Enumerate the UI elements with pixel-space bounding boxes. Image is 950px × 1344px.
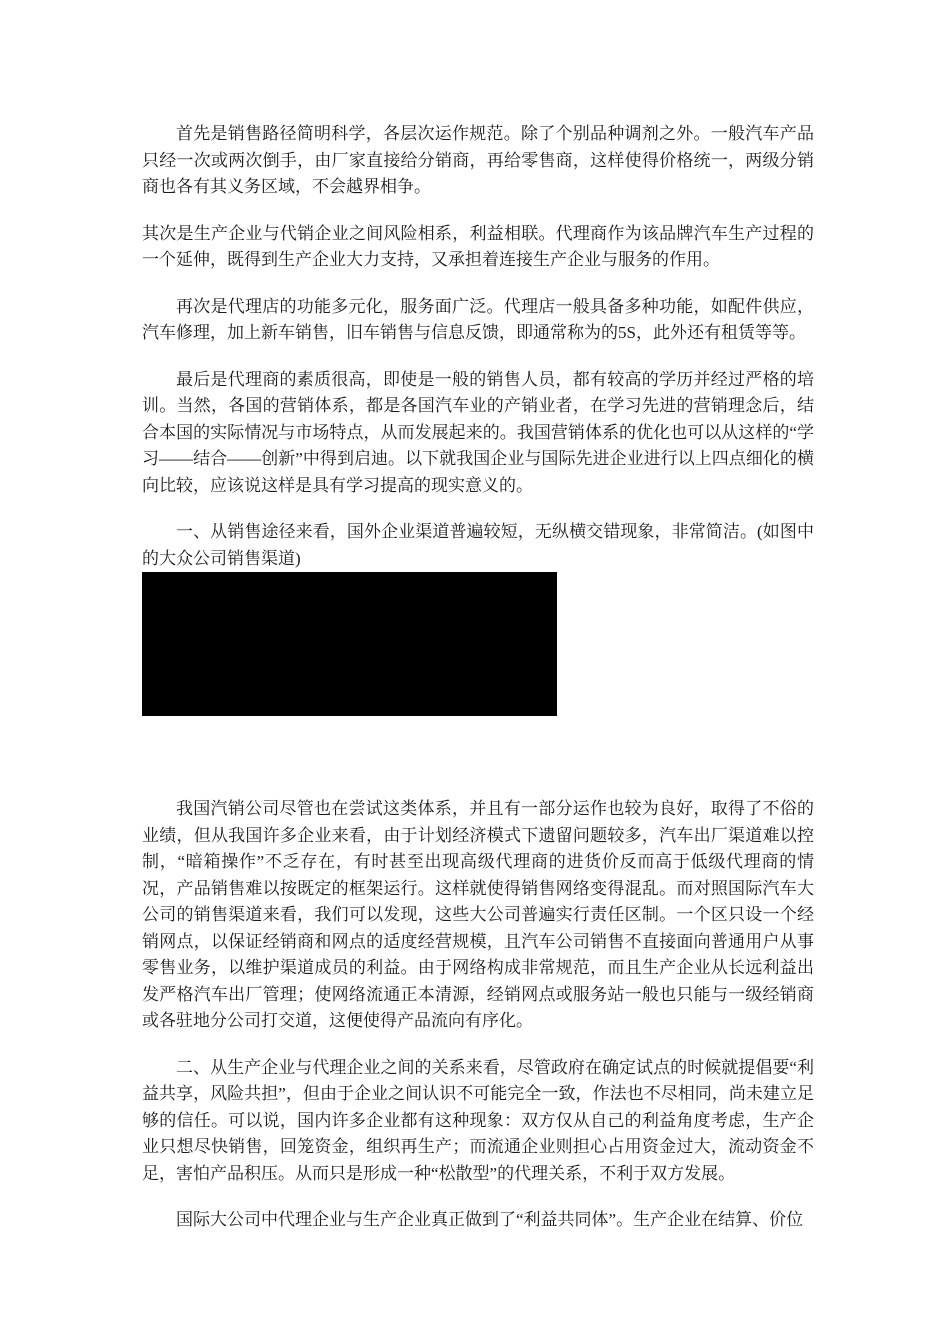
paragraph-interest-community: 国际大公司中代理企业与生产企业真正做到了“利益共同体”。生产企业在结算、价位 <box>176 1210 804 1229</box>
paragraph-sales-path: 首先是销售路径简明科学，各层次运作规范。除了个别品种调剂之外。一般汽车产品只经一次或两次倒手，由厂家直接给分销商，再给零售商，这样使得价格统一，两级分销商也各有其义务区域，不会越界相争。 <box>142 124 814 196</box>
paragraph-risk-link: 其次是生产企业与代销企业之间风险相系，利益相联。代理商作为该品牌汽车生产过程的一个延伸，既得到生产企业大力支持，又承担着连接生产企业与服务的作用。 <box>142 223 814 269</box>
vw-sales-channel-figure <box>142 572 557 716</box>
paragraph-dealer-quality: 最后是代理商的素质很高，即使是一般的销售人员，都有较高的学历并经过严格的培训。当然，各国的营销体系，都是各国汽车业的产销业者，在学习先进的营销理念后，结合本国的实际情况与市场特点，从而发展起来的。我国营销体系的优化也可以从这样的“学习——结合——创新”中得到启迪。以下就我国企业与国际先进企业进行以上四点细化的横向比较，应该说这样是具有学习提高的现实意义的。 <box>142 369 814 495</box>
paragraph-dealer-functions: 再次是代理店的功能多元化，服务面广泛。代理店一般具备多种功能，如配件供应，汽车修理，加上新车销售，旧车销售与信息反馈，即通常称为的5S，此外还有租赁等等。 <box>142 296 814 342</box>
paragraph-domestic-companies: 我国汽销公司尽管也在尝试这类体系，并且有一部分运作也较为良好，取得了不俗的业绩，但从我国许多企业来看，由于计划经济模式下遗留问题较多，汽车出厂渠道难以控制，“暗箱操作”不乏存在，有时甚至出现高级代理商的进货价反而高于低级代理商的情况，产品销售难以按既定的框架运行。这样就使得销售网络变得混乱。而对照国际汽车大公司的销售渠道来看，我们可以发现，这些大公司普遍实行责任区制。一个区只设一个经销网点，以保证经销商和网点的适度经营规模，且汽车公司销售不直接面向普通用户从事零售业务，以维护渠道成员的利益。由于网络构成非常规范，而且生产企业从长远利益出发严格汽车出厂管理；使网络流通正本清源，经销网点或服务站一般也只能与一级经销商或各驻地分公司打交道，这便使得产品流向有序化。 <box>142 799 814 1030</box>
paragraph-section-two: 二、从生产企业与代理企业之间的关系来看，尽管政府在确定试点的时候就提倡要“利益共享，风险共担”，但由于企业之间认识不可能完全一致，作法也不尽相同，尚未建立足够的信任。可以说，国内许多企业都有这种现象：双方仅从自己的利益角度考虑，生产企业只想尽快销售，回笼资金，组织再生产；而流通企业则担心占用资金过大，流动资金不足，害怕产品积压。从而只是形成一种“松散型”的代理关系，不利于双方发展。 <box>142 1057 814 1183</box>
paragraph-section-one-heading: 一、从销售途径来看，国外企业渠道普遍较短，无纵横交错现象，非常简洁。(如图中的大众公司销售渠道) <box>142 522 814 568</box>
